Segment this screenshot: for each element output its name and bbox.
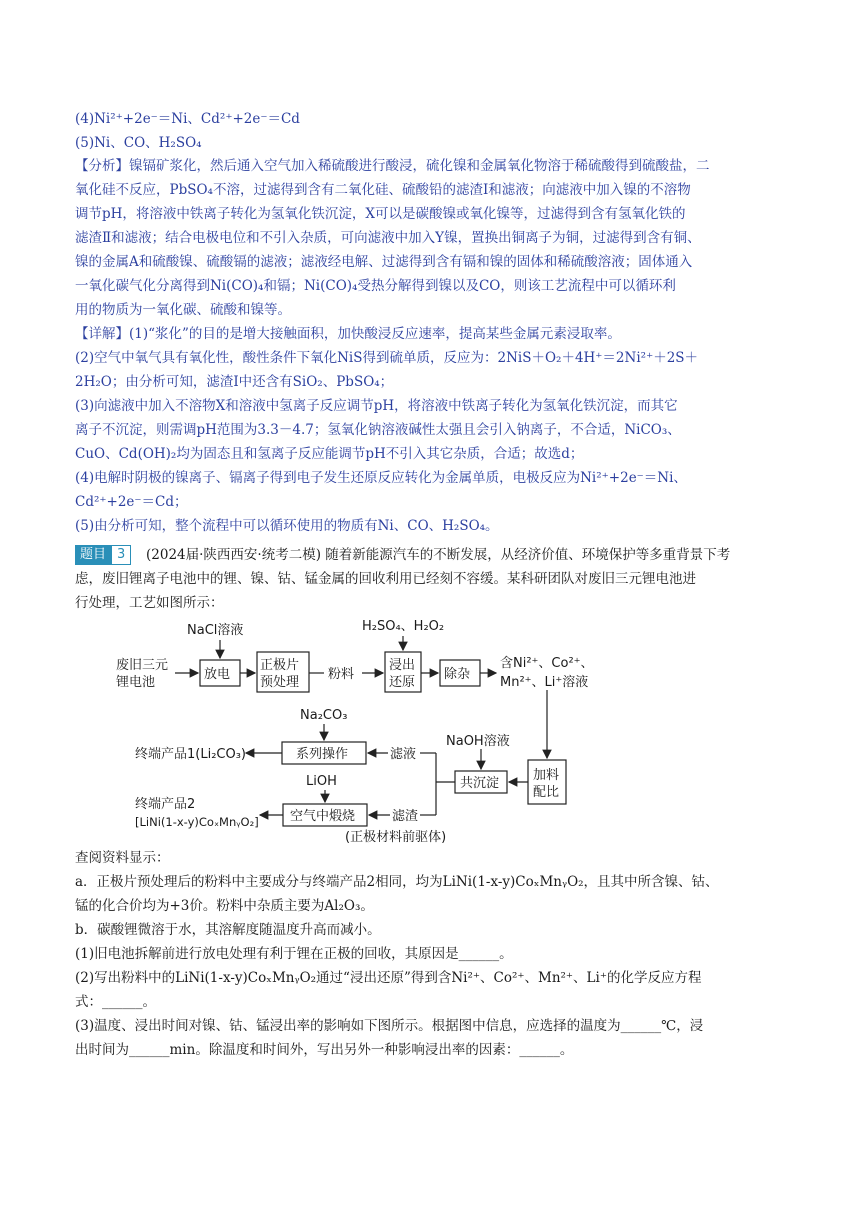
detail-line: (2)空气中氧气具有氧化性，酸性条件下氧化NiS得到硫单质，反应为：2NiS＋O₂＋4H⁺＝2Ni²⁺＋2S＋: [75, 350, 699, 366]
flow-calcine: 空气中煅烧: [290, 809, 356, 824]
flow-nacl: NaCl溶液: [187, 623, 244, 638]
flow-ions-1: 含Ni²⁺、Co²⁺、: [500, 656, 594, 671]
detail-line: (4)电解时阴极的镍离子、镉离子得到电子发生还原反应转化为金属单质，电极反应为Ni²⁺+2e⁻＝Ni、: [75, 470, 687, 486]
flow-discharge: 放电: [204, 667, 231, 682]
flow-leach-2: 还原: [389, 675, 416, 690]
flow-coprecip: 共沉淀: [460, 776, 500, 791]
flow-pretreat-2: 预处理: [260, 675, 300, 690]
question-tag: [75, 545, 131, 565]
flow-waste-battery-1: 废旧三元: [116, 658, 169, 673]
analysis-line: 镍的金属A和硫酸镍、硫酸镉的滤液；滤液经电解、过滤得到含有镉和镍的固体和稀硫酸溶液；固体通入: [75, 254, 693, 270]
flow-mix-1: 加料: [533, 768, 560, 783]
detail-line: (3)向滤液中加入不溶物X和溶液中氢离子反应调节pH，将溶液中铁离子转化为氢氧化铁沉淀，而其它: [75, 398, 678, 414]
detail-line: (5)由分析可知，整个流程中可以循环使用的物质有Ni、CO、H₂SO₄。: [75, 518, 499, 534]
detail-line: 【详解】(1)“浆化”的目的是增大接触面积，加快酸浸反应速率，提高某些金属元素浸取率。: [75, 326, 621, 342]
sub-question-3: (3)温度、浸出时间对镍、钴、锰浸出率的影响如下图所示。根据图中信息，应选择的温度为______℃，浸: [75, 1018, 704, 1034]
detail-line: Cd²⁺+2e⁻＝Cd；: [75, 494, 188, 510]
info-a: a．正极片预处理后的粉料中主要成分与终端产品2相同，均为LiNi(1-x-y)CoₓMnᵧO₂，且其中所含镍、钴、: [75, 874, 719, 890]
detail-line: CuO、Cd(OH)₂均为固态且和氢离子反应能调节pH不引入其它杂质，合适；故选d；: [75, 446, 584, 462]
flow-precursor: (正极材料前驱体): [345, 830, 447, 845]
detail-line: 2H₂O；由分析可知，滤渣Ⅰ中还含有SiO₂、PbSO₄；: [75, 374, 394, 390]
flow-mix-2: 配比: [533, 785, 560, 800]
sub-question-2: 式：______。: [75, 994, 156, 1010]
flow-impurity: 除杂: [444, 667, 471, 682]
analysis-line: 氧化硅不反应，PbSO₄不溶，过滤得到含有二氧化硅、硫酸铅的滤渣Ⅰ和滤液；向滤液中加入镍的不溶物: [75, 182, 691, 198]
analysis-line: 滤渣Ⅱ和滤液；结合电极电位和不引入杂质，可向滤液中加入Y镍，置换出铜离子为铜，过滤得到含有铜、: [75, 230, 701, 246]
question-intro: (2024届·陕西西安·统考二模) 随着新能源汽车的不断发展，从经济价值、环境保护等多重背景下考: [146, 547, 731, 563]
question-tag-label: 题目: [75, 545, 111, 565]
flow-acid: H₂SO₄、H₂O₂: [362, 619, 445, 634]
analysis-line: 【分析】镍镉矿浆化，然后通入空气加入稀硫酸进行酸浸，硫化镍和金属氧化物溶于稀硫酸得到硫酸盐，二: [75, 158, 710, 174]
info-b: b．碳酸锂微溶于水，其溶解度随温度升高而减小。: [75, 922, 381, 938]
flow-pretreat-1: 正极片: [260, 658, 300, 673]
sub-question-3: 出时间为______min。除温度和时间外，写出另外一种影响浸出率的因素：______。: [75, 1042, 574, 1058]
info-a: 锰的化合价均为+3价。粉料中杂质主要为Al₂O₃。: [75, 898, 374, 914]
analysis-line: 用的物质为一氧化碳、硫酸和镍等。: [75, 302, 291, 318]
question-intro: 虑，废旧锂离子电池中的锂、镍、钴、锰金属的回收利用已经刻不容缓。某科研团队对废旧三元锂电池进: [75, 571, 696, 587]
sub-question-1: (1)旧电池拆解前进行放电处理有利于锂在正极的回收，其原因是______。: [75, 946, 513, 962]
flow-naoh: NaOH溶液: [446, 734, 510, 749]
process-flow-diagram: [100, 612, 660, 847]
flow-lioh: LiOH: [306, 774, 337, 789]
analysis-line: 调节pH，将溶液中铁离子转化为氢氧化铁沉淀，X可以是碳酸镍或氧化镍等，过滤得到含有氢氧化铁的: [75, 206, 686, 222]
flow-product1: 终端产品1(Li₂CO₃): [135, 747, 247, 762]
flow-ions-2: Mn²⁺、Li⁺溶液: [500, 675, 589, 690]
flow-waste-battery-2: 锂电池: [116, 675, 156, 690]
flow-product2-1: 终端产品2: [135, 797, 196, 812]
flow-na2co3: Na₂CO₃: [300, 708, 348, 723]
question-tag-number: 3: [111, 545, 131, 565]
analysis-line: 一氧化碳气化分离得到Ni(CO)₄和镉；Ni(CO)₄受热分解得到镍以及CO，则该工艺流程中可以循环利: [75, 278, 676, 294]
flow-filtrate: 滤液: [390, 747, 417, 762]
info-title: 查阅资料显示：: [75, 850, 170, 866]
flow-residue: 滤渣: [392, 809, 419, 824]
flow-powder: 粉料: [328, 667, 355, 682]
sub-question-2: (2)写出粉料中的LiNi(1-x-y)CoₓMnᵧO₂通过“浸出还原”得到含Ni²⁺、Co²⁺、Mn²⁺、Li⁺的化学反应方程: [75, 970, 702, 986]
answer-line-4: (4)Ni²⁺+2e⁻＝Ni、Cd²⁺+2e⁻＝Cd: [75, 111, 300, 127]
flow-leach-1: 浸出: [389, 658, 416, 673]
answer-line-5: (5)Ni、CO、H₂SO₄: [75, 135, 202, 151]
flow-series: 系列操作: [296, 747, 349, 762]
question-intro: 行处理，工艺如图所示：: [75, 595, 224, 611]
flow-product2-2: [LiNi(1-x-y)CoₓMnᵧO₂]: [135, 815, 259, 829]
detail-line: 离子不沉淀，则需调pH范围为3.3－4.7；氢氧化钠溶液碱性太强且会引入钠离子，不合适，NiCO₃、: [75, 422, 681, 438]
